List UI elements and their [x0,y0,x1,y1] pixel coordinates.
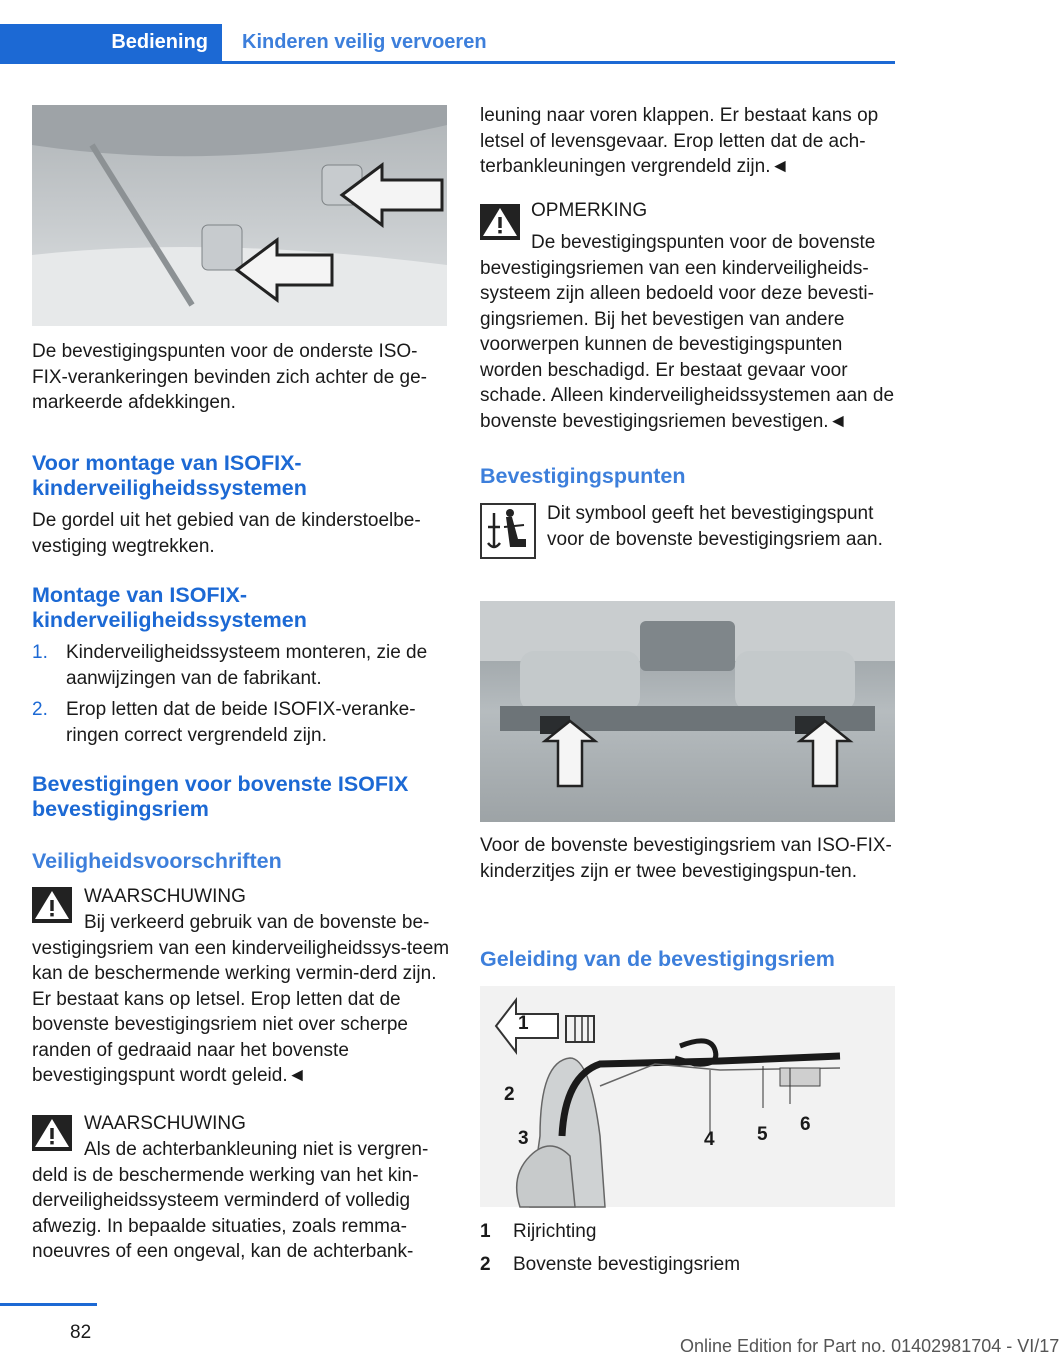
heading-before-mounting: Voor montage van ISOFIX-kinderveiligheidssystemen [32,451,307,500]
diagram-label: 1 [518,1013,529,1034]
heading-anchor-points: Bevestigingspunten [480,464,686,488]
caption-isofix-covers: De bevestigingspunten voor de onderste ISO-FIX-verankeringen bevinden zich achter de ge-markeerde afdekkingen. [32,341,428,413]
rear-seat-photo [32,105,447,326]
heading-mounting-isofix: Montage van ISOFIX-kinderveiligheidssystemen [32,583,307,632]
footer-divider [0,1303,97,1306]
note-text: De bevestigingspunten voor de bovenste bevestigingsriemen van een kinderveiligheids-systeem zijn alleen bedoeld voor deze bevesti-gingsriemen. Bij het bevestigen van andere voorwerpen kunnen de bevestigingspunten worden beschadigd. Er bestaat gevaar voor schade. Alleen kinderveiligheidssystemen aan de bovenste bevestigingsriemen bevestigen.◄ [480,232,895,432]
page-number: 82 [70,1322,92,1343]
child-seat-tether-symbol-icon [480,503,536,559]
warning-text: Als de achterbankleuning niet is vergren-deld is de beschermende werking van het kin-derveiligheidssysteem verminderd of volledig afwezig. In bepaalde situaties, zoals remma-noeuvres of een ongeval, kan de achterbank- [32,1139,429,1262]
step-number: 2. [32,699,48,720]
diagram-label: 5 [757,1124,768,1145]
tab-bediening[interactable]: Bediening [0,24,222,61]
heading-tether-routing: Geleiding van de bevestigingsriem [480,947,835,971]
top-tether-points-photo [480,601,895,822]
paragraph-pull-belt: De gordel uit het gebied van de kinderstoelbe-vestiging wegtrekken. [32,510,421,557]
diagram-label: 4 [704,1129,715,1150]
legend-text: Bovenste bevestigingsriem [513,1254,741,1275]
header-divider [0,61,895,64]
legend-number: 2 [480,1254,491,1275]
step-text: Erop letten dat de beide ISOFIX-veranke-ringen correct vergrendeld zijn. [66,699,416,746]
step-number: 1. [32,642,48,663]
warning-title: WAARSCHUWING [84,1113,246,1134]
caption-two-anchor-points: Voor de bovenste bevestigingsriem van ISO-FIX-kinderzitjes zijn er twee bevestigingspun-ten. [480,835,892,882]
tether-routing-diagram [480,986,895,1207]
heading-top-tether-mounts: Bevestigingen voor bovenste ISOFIX bevestigingsriem [32,772,409,821]
tab-kinderen-veilig-vervoeren[interactable]: Kinderen veilig vervoeren [242,31,487,53]
warning-text: Bij verkeerd gebruik van de bovenste be-vestigingsriem van een kinderveiligheidssys-teem kan de beschermende werking vermin-derd zijn. Er bestaat kans op letsel. Erop letten dat de bovenste bevestigingsriem niet over scherpe randen of gedraaid naar het bovenste bevestigingspunt wordt geleid.◄ [32,912,450,1086]
header-tabs [0,24,895,64]
diagram-label: 2 [504,1084,515,1105]
edition-footer: Online Edition for Part no. 01402981704 - VI/17 [680,1336,1059,1356]
warning-continuation: leuning naar voren klappen. Er bestaat kans op letsel of levensgevaar. Erop letten dat de ach-terbankleuningen vergrendeld zijn.◄ [480,105,879,177]
note-title: OPMERKING [531,200,648,221]
legend-text: Rijrichting [513,1221,597,1242]
diagram-label: 3 [518,1128,529,1149]
heading-safety-instructions: Veiligheidsvoorschriften [32,849,282,873]
legend-number: 1 [480,1221,491,1242]
diagram-label: 6 [800,1114,811,1135]
step-text: Kinderveiligheidssysteem monteren, zie de aanwijzingen van de fabrikant. [66,642,428,689]
warning-title: WAARSCHUWING [84,886,246,907]
symbol-description: Dit symbool geeft het bevestigingspunt voor de bovenste bevestigingsriem aan. [547,503,883,550]
